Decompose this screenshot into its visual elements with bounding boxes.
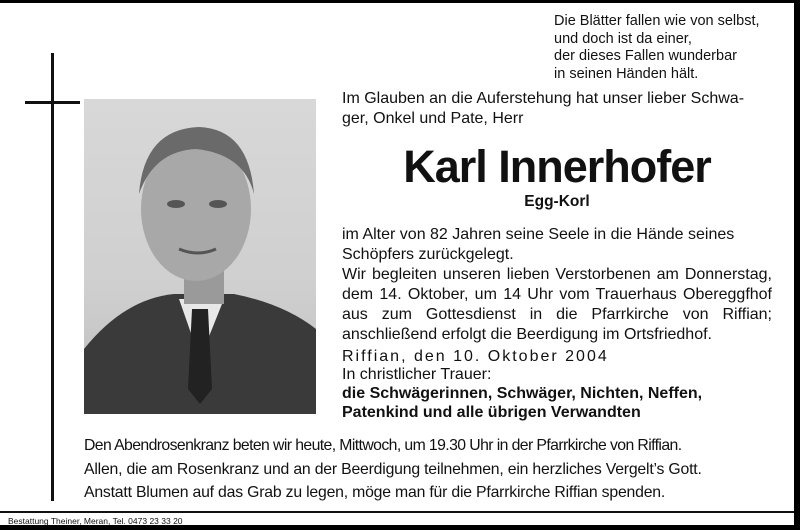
poem-line: in seinen Händen hält. <box>554 65 699 82</box>
body-paragraph: im Alter von 82 Jahren seine Seele in die Hände seines Schöpfers zurückgelegt. <box>342 226 735 263</box>
notice-line: Allen, die am Rosenkranz und an der Beerdigung teilnehmen, ein herzliches Vergelt’s Gott. <box>84 460 702 478</box>
deceased-name: Karl Innerhofer <box>403 141 711 192</box>
footer-divider <box>0 511 794 513</box>
mourners-line: Patenkind und alle übrigen Verwandten <box>342 404 641 421</box>
notices <box>84 434 702 505</box>
obituary-notice <box>0 3 794 525</box>
intro-text <box>342 89 772 129</box>
cross-icon <box>51 53 54 501</box>
mourners-intro: In christlicher Trauer: <box>342 366 492 383</box>
portrait-photo <box>84 99 316 414</box>
intro-line: Im Glauben an die Auferstehung hat unser lieber Schwa- <box>342 90 745 107</box>
mourners-line: die Schwägerinnen, Schwäger, Nichten, Neffen, <box>342 385 703 402</box>
poem-line: und doch ist da einer, <box>554 30 692 47</box>
body-paragraph: Wir begleiten unseren lieben Verstorbenen am Donnerstag, dem 14. Oktober, um 14 Uhr vom Trauerhaus Obereggfhof aus zum Gottesdienst in die Pfarrkirche von Riffian; anschließend erfolgt die Beerdigung im Ortsfriedhof. <box>342 266 772 343</box>
intro-line: ger, Onkel und Pate, Herr <box>342 110 524 127</box>
announcement-body <box>342 225 772 367</box>
notice-line: Den Abendrosenkranz beten wir heute, Mittwoch, um 19.30 Uhr in der Pfarrkirche von Riffian. <box>84 437 682 454</box>
poem-line: der dieses Fallen wunderbar <box>554 48 737 64</box>
deceased-nickname: Egg-Korl <box>524 193 590 210</box>
mourners <box>342 365 782 422</box>
poem <box>554 13 760 83</box>
cross-icon-bar <box>25 101 80 104</box>
notice-line: Anstatt Blumen auf das Grab zu legen, möge man für die Pfarrkirche Riffian spenden. <box>84 484 666 501</box>
funeral-home-footer: Bestattung Theiner, Meran, Tel. 0473 23 33 20 <box>8 516 183 526</box>
poem-line: Die Blätter fallen wie von selbst, <box>554 13 760 29</box>
place-date: Riffian, den 10. Oktober 2004 <box>342 348 609 365</box>
